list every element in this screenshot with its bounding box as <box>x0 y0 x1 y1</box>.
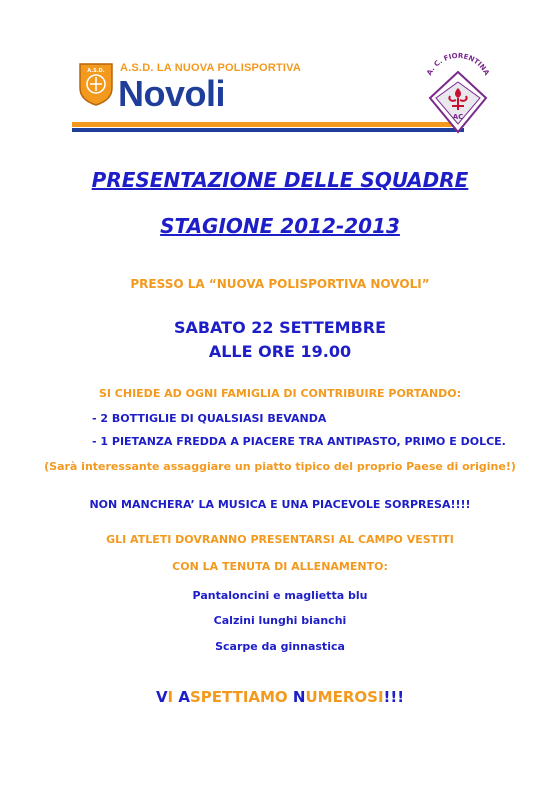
event-time: ALLE ORE 19.00 <box>208 342 352 361</box>
fiorentina-ac: AC <box>452 113 464 121</box>
athletes-instruction-2: CON LA TENUTA DI ALLENAMENTO: <box>172 560 388 573</box>
badge-text: A.S.D. <box>87 68 105 74</box>
closing-message <box>0 688 560 706</box>
club-subtitle: A.S.D. LA NUOVA POLISPORTIVA <box>120 62 301 74</box>
fiorentina-text: A. C. FIORENTINA <box>425 52 491 77</box>
header-divider-blue <box>72 128 464 132</box>
kit-item-socks: Calzini lunghi bianchi <box>213 614 347 627</box>
header <box>0 0 560 150</box>
title-line-1: PRESENTAZIONE DELLE SQUADRE <box>91 168 469 192</box>
closing-initial-a: A <box>178 688 190 706</box>
header-divider-orange <box>72 122 464 127</box>
kit-item-shorts: Pantaloncini e maglietta blu <box>192 589 368 602</box>
closing-exclamation: !!! <box>383 688 405 706</box>
closing-word-1: I <box>167 688 179 706</box>
request-item-drinks: - 2 BOTTIGLIE DI QUALSIASI BEVANDA <box>92 412 327 425</box>
location-text: PRESSO LA “NUOVA POLISPORTIVA NOVOLI” <box>130 277 430 291</box>
title-line-2: STAGIONE 2012-2013 <box>160 214 400 238</box>
club-name: Novoli <box>118 73 226 114</box>
origin-note: (Sarà interessante assaggiare un piatto tipico del proprio Paese di origine!) <box>44 460 516 473</box>
event-date: SABATO 22 SETTEMBRE <box>173 318 387 337</box>
request-item-food: - 1 PIETANZA FREDDA A PIACERE TRA ANTIPASTO, PRIMO E DOLCE. <box>92 435 506 448</box>
fiorentina-crest-icon <box>418 52 498 136</box>
kit-item-shoes: Scarpe da ginnastica <box>215 640 345 653</box>
closing-word-3: UMEROSI <box>305 688 384 706</box>
closing-word-2: SPETTIAMO <box>189 688 293 706</box>
closing-initial-n: N <box>292 688 306 706</box>
athletes-instruction-1: GLI ATLETI DOVRANNO PRESENTARSI AL CAMPO VESTITI <box>106 533 454 546</box>
closing-initial-v: V <box>155 688 168 706</box>
music-announcement: NON MANCHERA’ LA MUSICA E UNA PIACEVOLE SORPRESA!!!! <box>89 498 471 511</box>
request-intro: SI CHIEDE AD OGNI FAMIGLIA DI CONTRIBUIRE PORTANDO: <box>98 387 462 400</box>
club-badge-icon <box>78 62 114 106</box>
